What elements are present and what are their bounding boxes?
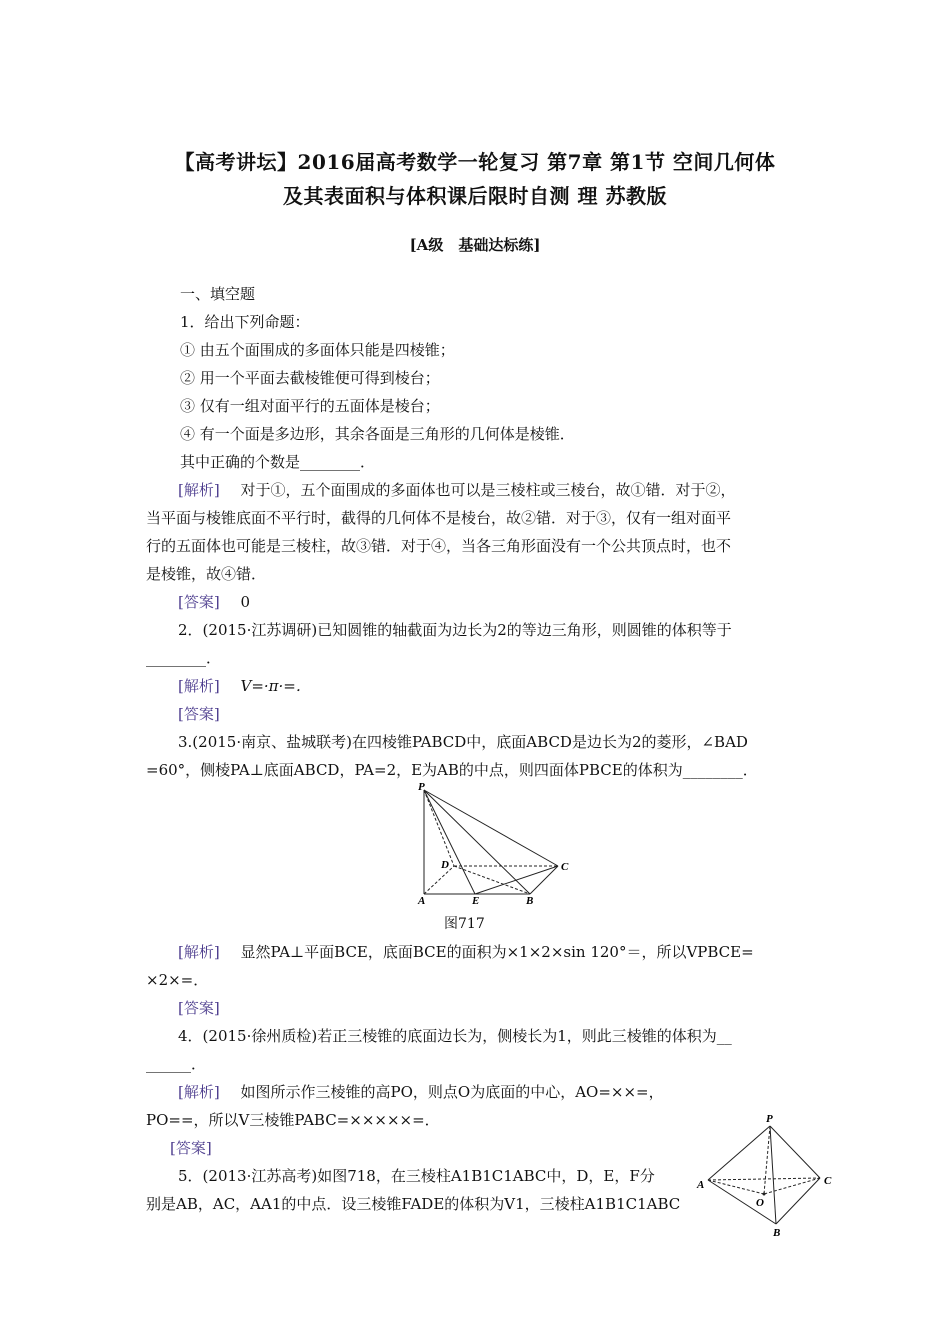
answer-tag: [答案] [170,1139,212,1157]
pyramid-figure-717 [410,782,580,906]
figure-caption-717: 图717 [444,916,485,932]
answer-tag: [答案] [178,705,220,723]
q4-analysis-line-1: [解析] 如图所示作三棱锥的高PO，则点O为底面的中心，AO=××=， [178,1083,664,1101]
proposition-4: ④ 有一个面是多边形，其余各面是三角形的几何体是棱锥． [180,425,575,443]
question-1-prompt: 其中正确的个数是________． [180,453,376,471]
analysis-tag: [解析] [178,677,220,695]
vertex-label-p: P [418,782,425,793]
proposition-1: ① 由五个面围成的多面体只能是四棱锥； [180,341,455,359]
part-heading: 一、填空题 [180,285,256,303]
triangular-pyramid-figure [694,1110,840,1240]
vertex-label-c: C [561,861,569,873]
vertex-label-d: D [441,859,449,871]
section-heading: [A级 基础达标练] [409,236,541,254]
proposition-3: ③ 仅有一组对面平行的五面体是棱台； [180,397,440,415]
vertex-label-e: E [472,895,480,906]
q4-stem-line-1: 4．(2015·徐州质检)若正三棱锥的底面边长为，侧棱长为1，则此三棱锥的体积为__ [178,1027,732,1045]
q4-analysis-line-2: PO==，所以V三棱锥PABC=×××××=． [146,1111,440,1129]
q2-answer [178,704,220,724]
q1-analysis-line-1: [解析] 对于①，五个面围成的多面体也可以是三棱柱或三棱台，故①错．对于②， [178,481,736,499]
q3-answer [178,998,220,1018]
document-title-line-2: 及其表面积与体积课后限时自测 理 苏教版 [283,184,667,208]
vertex-label-o: O [756,1197,764,1209]
answer-tag: [答案] [178,999,220,1017]
vertex-label-b: B [773,1227,781,1239]
q2-stem-line-2: ________． [146,649,222,667]
q3-analysis-line-2: ×2×=． [146,971,209,989]
analysis-tag: [解析] [178,1083,220,1101]
q3-stem-line-2: =60°，侧棱PA⊥底面ABCD，PA=2，E为AB的中点，则四面体PBCE的体积为________． [146,761,758,779]
proposition-2: ② 用一个平面去截棱锥便可得到棱台； [180,369,440,387]
vertex-label-a: A [697,1179,705,1191]
vertex-label-c: C [824,1175,832,1187]
answer-tag: [答案] [178,593,220,611]
q3-analysis-line-1: [解析] 显然PA⊥平面BCE，底面BCE的面积为×1×2×sin 120°＝，所以VPBCE= [178,943,754,961]
q1-analysis-line-4: 是棱锥，故④错． [146,565,267,583]
analysis-tag: [解析] [178,943,220,961]
q1-answer: [答案] 0 [178,593,251,611]
q4-stem-line-2: ______． [146,1055,207,1073]
vertex-label-p: P [766,1113,773,1125]
q5-stem-line-2: 别是AB，AC，AA1的中点．设三棱锥FADE的体积为V1，三棱柱A1B1C1ABC [146,1195,681,1213]
q4-answer [170,1138,212,1158]
q1-analysis-line-3: 行的五面体也可能是三棱柱，故③错．对于④，当各三角形面没有一个公共顶点时，也不 [146,537,732,555]
question-1-stem: 1．给出下列命题： [180,313,310,331]
analysis-tag: [解析] [178,481,220,499]
document-title-line-1: 【高考讲坛】2016届高考数学一轮复习 第7章 第1节 空间几何体 [174,150,776,174]
q2-stem-line-1: 2．(2015·江苏调研)已知圆锥的轴截面为边长为2的等边三角形，则圆锥的体积等于 [178,621,732,639]
q1-analysis-line-2: 当平面与棱锥底面不平行时，截得的几何体不是棱台，故②错．对于③，仅有一组对面平 [146,509,732,527]
vertex-label-a: A [418,895,426,906]
q2-analysis: [解析] V=·π·=． [178,677,311,695]
q3-stem-line-1: 3.(2015·南京、盐城联考)在四棱锥PABCD中，底面ABCD是边长为2的菱形，∠BAD [178,733,748,751]
vertex-label-b: B [526,895,534,906]
q5-stem-line-1: 5．(2013·江苏高考)如图718，在三棱柱A1B1C1ABC中，D，E，F分 [178,1167,655,1185]
